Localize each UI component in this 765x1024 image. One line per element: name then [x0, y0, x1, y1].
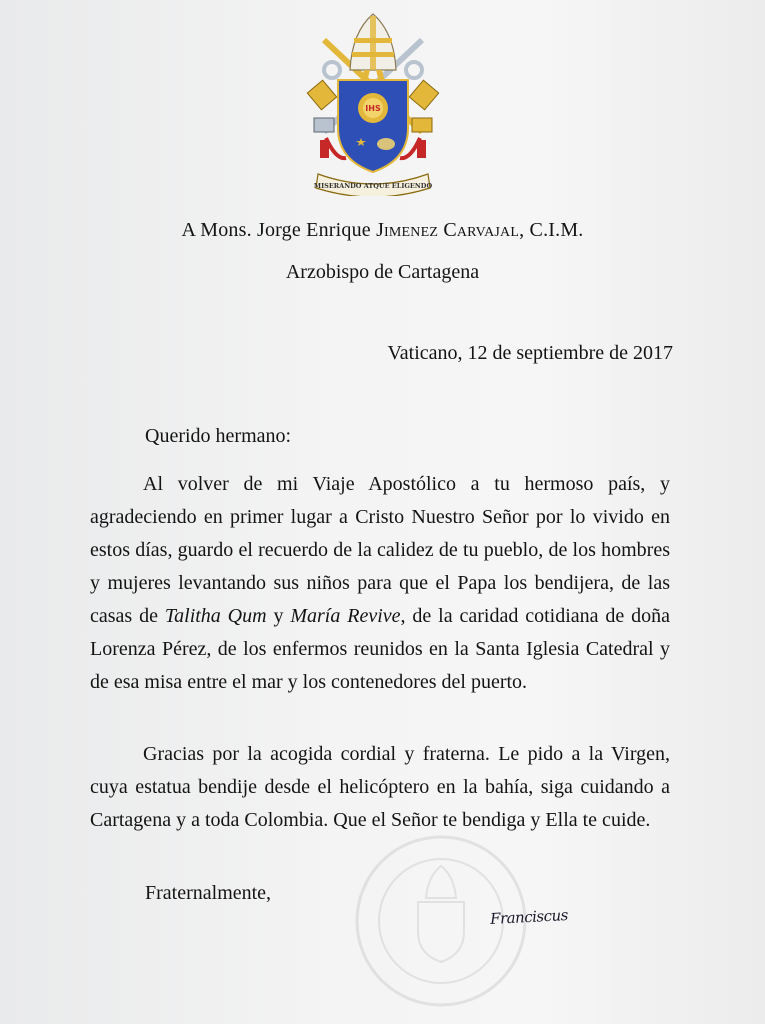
papal-coat-of-arms	[306, 10, 440, 196]
letter-date: Vaticano, 12 de septiembre de 2017	[387, 342, 673, 364]
body-paragraph-1: Al volver de mi Viaje Apostólico a tu hermoso país, y agradeciendo en primer lugar a Cristo Nuestro Señor por lo vivido en estos días, guardo el recuerdo de la calidez de tu pueblo, de los hombres y mujeres levantando sus niños para que el Papa los bendijera, de las casas de Talitha Qum y María Revive, de la caridad cotidiana de doña Lorenza Pérez, de los enfermos reunidos en la Santa Iglesia Catedral y de esa misa entre el mar y los contenedores del puerto.	[90, 473, 671, 693]
signature: Franciscus	[489, 905, 569, 929]
svg-text:IHS: IHS	[365, 104, 381, 113]
recipient-name: A Mons. Jorge Enrique Jimenez Carvajal, C.I.M.	[181, 219, 584, 241]
mitre-icon	[350, 14, 396, 86]
motto-ribbon	[314, 174, 433, 196]
shield-icon	[338, 80, 408, 172]
svg-text:MISERANDO ATQUE ELIGENDO: MISERANDO ATQUE ELIGENDO	[313, 182, 433, 190]
salutation: Querido hermano:	[145, 425, 292, 447]
closing: Fraternalmente,	[145, 882, 272, 904]
recipient-title: Arzobispo de Cartagena	[285, 261, 480, 283]
body-paragraph-2: Gracias por la acogida cordial y fraterna. Le pido a la Virgen, cuya estatua bendije desde el helicóptero en la bahía, siga cuidando a Cartagena y a toda Colombia. Que el Señor te bendiga y Ella te cuide.	[90, 743, 670, 831]
